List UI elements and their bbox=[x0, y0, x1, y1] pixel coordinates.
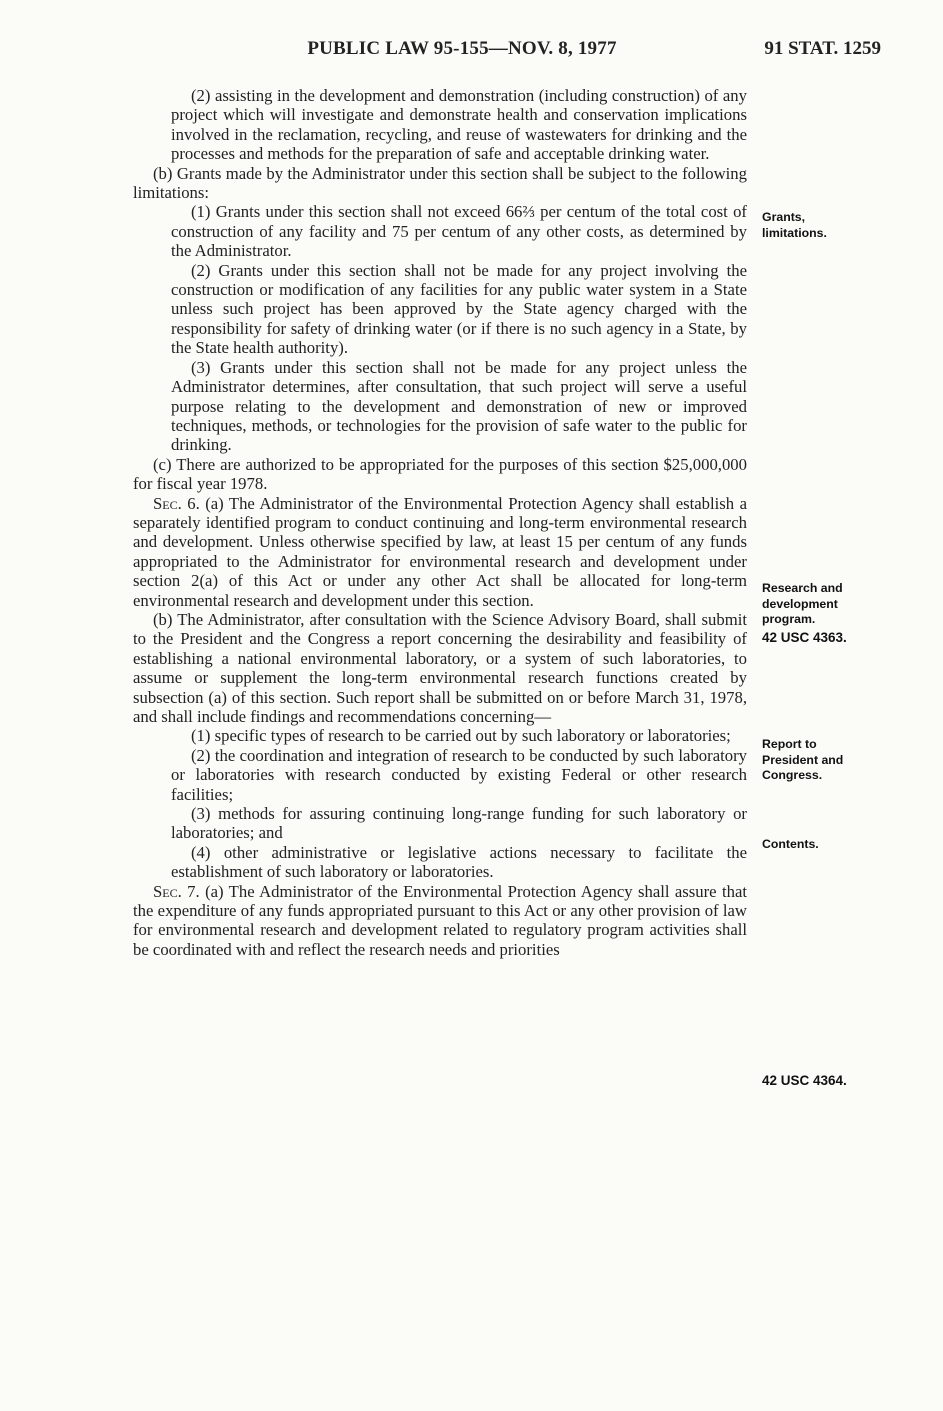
section-6-label: Sec. 6. bbox=[153, 493, 200, 513]
paragraph-c: (c) There are authorized to be appropriated for the purposes of this section $25,000,000 for fiscal year 1978. bbox=[133, 454, 747, 494]
section-6-b: (b) The Administrator, after consultation with the Science Advisory Board, shall submit to the President and the Congress a report concerning the desirability and feasibility of establishing a national environmental laboratory, or a system of such laboratories, to assume or supplement the long-term environmental research functions created by subsection (a) of this section. Such report shall be submitted on or before March 31, 1978, and shall include findings and recommendations concerning— bbox=[133, 609, 747, 726]
margin-note-line: Report to bbox=[762, 737, 817, 751]
margin-note-line: limitations. bbox=[762, 225, 827, 240]
running-title: PUBLIC LAW 95-155—NOV. 8, 1977 bbox=[307, 38, 617, 59]
section-6-a-text: (a) The Administrator of the Environmental Protection Agency shall establish a separately identified program to conduct continuing and long-term environmental research and development. Unless otherwise specified by law, at least 15 per centum of any funds appropriated to the Administrator for environmental research and development under section 2(a) of this Act or under any other Act shall be allocated for long-term environmental research and development under this section. bbox=[133, 493, 747, 610]
section-6-b2: (2) the coordination and integration of research to be conducted by such laboratory or laboratories with research conducted by existing Federal or other research facilities; bbox=[171, 745, 747, 804]
margin-note-line: President and bbox=[762, 752, 844, 767]
section-6-b4: (4) other administrative or legislative actions necessary to facilitate the establishment of such laboratory or laboratories. bbox=[171, 842, 747, 882]
section-6-a bbox=[133, 494, 747, 610]
margin-note-grants bbox=[762, 210, 827, 241]
section-7-a bbox=[133, 882, 747, 960]
paragraph-b: (b) Grants made by the Administrator under this section shall be subject to the following limitations: bbox=[133, 163, 747, 203]
section-7-a-text: (a) The Administrator of the Environmental Protection Agency shall assure that the expenditure of any funds appropriated pursuant to this Act or any other provision of law for environmental research and development related to regulatory program activities shall be coordinated with and reflect the research needs and priorities bbox=[133, 881, 747, 959]
margin-note-line: program. bbox=[762, 612, 816, 626]
margin-note-line: Grants, bbox=[762, 210, 806, 224]
page-header bbox=[0, 38, 943, 62]
section-6-b3: (3) methods for assuring continuing long-range funding for such laboratory or laboratories; and bbox=[171, 804, 747, 843]
margin-note-usc-4363: 42 USC 4363. bbox=[762, 630, 847, 645]
statute-page-number: 91 STAT. 1259 bbox=[764, 38, 881, 59]
margin-note-usc-4364: 42 USC 4364. bbox=[762, 1073, 847, 1088]
paragraph-b3: (3) Grants under this section shall not be made for any project unless the Administrator determines, after consultation, that such project will serve a useful purpose relating to the development and demonstration of new or improved techniques, methods, or technologies for the provision of safe water to the public for drinking. bbox=[171, 357, 747, 455]
margin-note-contents: Contents. bbox=[762, 837, 819, 851]
margin-note-research bbox=[762, 581, 843, 628]
law-body-text bbox=[133, 86, 747, 959]
margin-note-line: Research and bbox=[762, 581, 843, 595]
section-7-label: Sec. 7. bbox=[153, 881, 200, 901]
paragraph-b1: (1) Grants under this section shall not exceed 66⅔ per centum of the total cost of construction of any facility and 75 per centum of any other costs, as determined by the Administrator. bbox=[171, 202, 747, 261]
paragraph-a2: (2) assisting in the development and demonstration (including construction) of any project which will investigate and demonstrate health and conservation implications involved in the reclamation, recycling, and reuse of wastewaters for drinking and the processes and methods for the preparation of safe and acceptable drinking water. bbox=[171, 86, 747, 164]
margin-note-report bbox=[762, 737, 843, 784]
margin-note-line: Congress. bbox=[762, 768, 823, 782]
section-6-b1: (1) specific types of research to be carried out by such laboratory or laboratories; bbox=[191, 726, 731, 746]
margin-note-line: development bbox=[762, 596, 838, 611]
paragraph-b2: (2) Grants under this section shall not be made for any project involving the construction or modification of any facilities for any public water system in a State unless such project has been approved by the State agency charged with the responsibility for safety of drinking water (or if there is no such agency in a State, by the State health authority). bbox=[171, 260, 747, 358]
